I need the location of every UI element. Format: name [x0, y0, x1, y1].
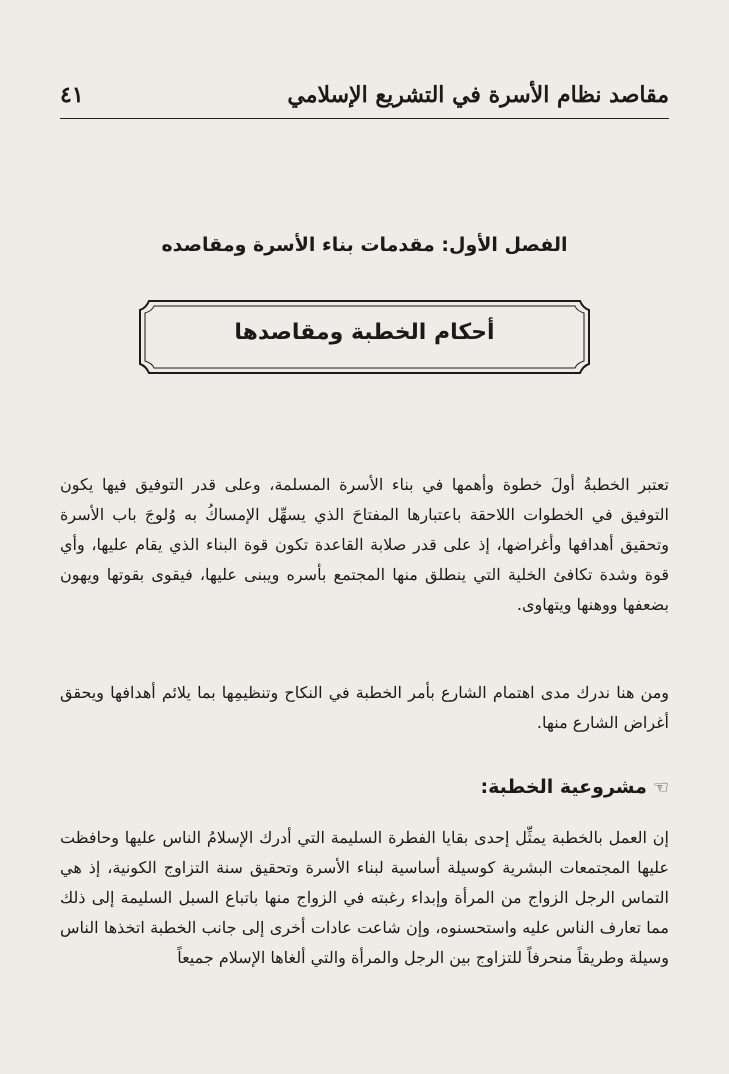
section-title: أحكام الخطبة ومقاصدها: [234, 320, 495, 345]
running-header-title: مقاصد نظام الأسرة في التشريع الإسلامي: [287, 82, 669, 108]
chapter-title: الفصل الأول: مقدمات بناء الأسرة ومقاصده: [161, 234, 568, 256]
section-title-frame: [137, 298, 592, 376]
subheading-label: مشروعية الخطبة:: [480, 776, 647, 798]
page-number: ٤١: [60, 82, 84, 108]
pointing-hand-icon: ☜: [652, 777, 669, 798]
subheading-legitimacy: [481, 776, 669, 798]
paragraph-intro: تعتبر الخطبةُ أولَ خطوة وأهمها في بناء الأسرة المسلمة، وعلى قدر التوفيق فيها يكون التوفيق في الخطوات اللاحقة باعتبارها المفتاحَ الذي يسهِّل الإمساكُ به وُلوجَ باب الأسرة وتحقيق أهدافها وأغراضها، إذ على قدر صلابة القاعدة تكون قوة البناء الذي يقام عليها، وأي قوة وشدة تكافئ الخلية التي ينطلق منها المجتمع بأسره ويبنى عليها، فيقوى بقوتها ويهون بضعفها ووهنها ويتهاوى.: [60, 475, 669, 614]
paragraph-importance: ومن هنا ندرك مدى اهتمام الشارع بأمر الخطبة في النكاح وتنظيمِها بما يلائم أهدافها ويحقق أغراض الشارع منها.: [60, 683, 669, 732]
header-rule: [60, 118, 669, 119]
running-header: [60, 80, 669, 116]
paragraph-legitimacy: إن العمل بالخطبة يمثِّل إحدى بقايا الفطرة السليمة التي أدرك الإسلامُ الناس عليها وحافظت عليها المجتمعات البشرية كوسيلة أساسية لبناء الأسرة وتحقيق سنة التزاوج الكونية، إذ هي التماس الرجل الزواج من المرأة وإبداء رغبته في الزواج منها باتباع السبل السليمة إلى ذلك مما تعارف الناس عليه واستحسنوه، وإن شاعت عادات أخرى إلى جانب الخطبة اتخذها الناس وسيلة وطريقاً منحرفاً للتزاوج بين الرجل والمرأة والتي ألغاها الإسلام جميعاً: [60, 828, 669, 967]
